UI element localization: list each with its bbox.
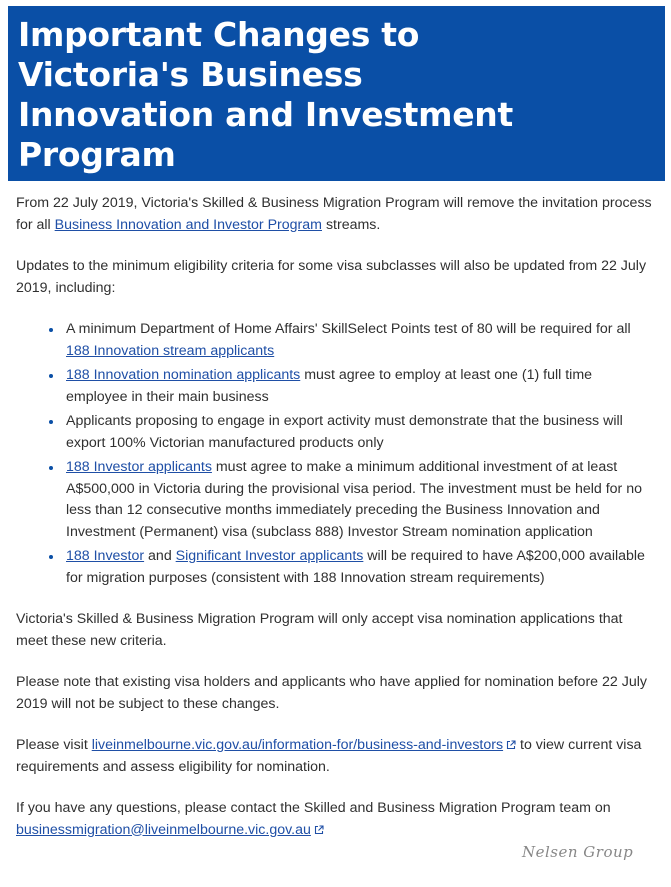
article-body (16, 193, 656, 841)
title-line: Important Changes to (18, 15, 420, 54)
intro-paragraph (16, 193, 656, 236)
list-item (46, 546, 656, 589)
investor-link[interactable]: 188 Investor (66, 548, 145, 564)
bullet-icon (49, 374, 53, 378)
title-line: Innovation and Investment (18, 95, 513, 134)
title-line: Victoria's Business (18, 55, 363, 94)
list-item-text: Applicants proposing to engage in export activity must demonstrate that the business will export 100% Victorian manufactured products only (66, 413, 623, 451)
list-item-text: must agree to make a minimum additional investment of at least A$500,000 in Victoria during the provisional visa period. The investment must be held for no less than 12 consecutive months immediately preceding the Business Innovation and Investment (Permanent) visa (subclass 888) Investor Stream nomination application (66, 459, 642, 540)
intro-text-end: streams. (322, 216, 381, 233)
bullet-icon (49, 555, 53, 559)
bullet-icon (49, 466, 53, 470)
list-item-text: and (144, 548, 176, 564)
bullet-icon (49, 328, 53, 332)
contact-text: If you have any questions, please contact the Skilled and Business Migration Program team on (16, 800, 611, 816)
title-banner (8, 6, 665, 181)
business-innovation-link[interactable]: Business Innovation and Investor Program (54, 216, 322, 233)
page-title (18, 15, 655, 175)
criteria-list (16, 319, 656, 589)
innovation-nomination-link[interactable]: 188 Innovation nomination applicants (66, 367, 301, 383)
innovation-stream-link[interactable]: 188 Innovation stream applicants (66, 342, 275, 359)
bullet-icon (49, 420, 53, 424)
contact-paragraph (16, 798, 656, 841)
watermark: Nelsen Group (522, 843, 634, 861)
visit-text-end: to view current visa requirements and assess eligibility for nomination. (16, 737, 642, 775)
liveinmelbourne-link[interactable]: liveinmelbourne.vic.gov.au/information-for/business-and-investors (91, 737, 504, 753)
visit-paragraph (16, 735, 656, 778)
list-item (46, 457, 656, 543)
updates-paragraph: Updates to the minimum eligibility criteria for some visa subclasses will also be updated from 22 July 2019, including: (16, 258, 647, 296)
existing-holders-paragraph: Please note that existing visa holders and applicants who have applied for nomination before 22 July 2019 will not be subject to these changes. (16, 674, 647, 712)
criteria-paragraph: Victoria's Skilled & Business Migration Program will only accept visa nomination applications that meet these new criteria. (16, 611, 623, 649)
external-link-icon (506, 740, 516, 750)
list-item (46, 365, 656, 408)
intro-text: From 22 July 2019, Victoria's Skilled & Business Migration Program will remove the invitation process for all (16, 195, 652, 233)
title-line: Program (18, 135, 176, 174)
external-link-icon (314, 825, 324, 835)
list-item (46, 411, 656, 454)
email-link[interactable]: businessmigration@liveinmelbourne.vic.gov.au (16, 821, 311, 838)
significant-investor-link[interactable]: Significant Investor applicants (175, 548, 364, 564)
visit-text: Please visit (16, 737, 92, 753)
list-item (46, 319, 656, 362)
investor-applicants-link[interactable]: 188 Investor applicants (66, 459, 212, 475)
list-item-text: must agree to employ at least one (1) full time employee in their main business (66, 367, 593, 405)
list-item-text: will be required to have A$200,000 available for migration purposes (consistent with 188 Innovation stream requirements) (66, 548, 645, 586)
list-item-text: A minimum Department of Home Affairs' SkillSelect Points test of 80 will be required for all (66, 321, 631, 337)
